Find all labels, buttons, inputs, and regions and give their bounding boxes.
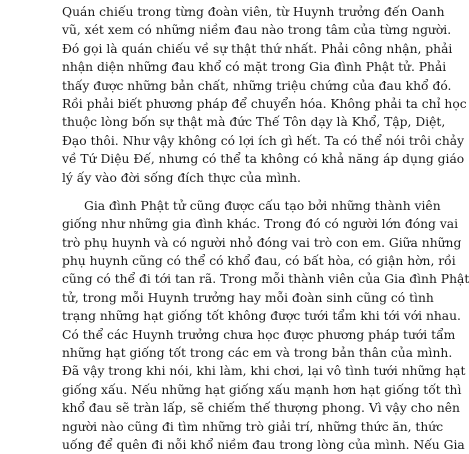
body-text [62,3,469,454]
paragraph-2 [62,197,469,454]
text-line: Đó gọi là quán chiếu về sự thật thứ nhất. Phải công nhận, phải [62,41,453,56]
text-line: về Tứ Diệu Đế, nhưng có thể ta không có khả năng áp dụng giáo [62,152,465,167]
text-line: phụ huynh cũng có thể có khổ đau, có bất hòa, có giận hờn, rồi [62,254,456,269]
text-line: trò phụ huynh và có người nhỏ đóng vai trò con em. Giữa những [62,235,462,250]
text-line: thấy được những bản chất, những triệu chứng của đau khổ đó. [62,78,452,93]
text-line: cũng có thể đi tới tan rã. Trong mỗi thành viên của Gia đình Phật [62,272,469,287]
paragraph-gap [62,187,394,197]
text-line: Có thể các Huynh trưởng chưa học được phương pháp tưới tẩm [62,327,456,342]
text-line: những hạt giống tốt trong các em và trong bản thân của mình. [62,346,453,361]
paragraph-1 [62,3,467,187]
text-line: Rồi phải biết phương pháp để chuyển hóa. Không phải ta chỉ học [62,96,467,111]
text-line-last: lý ấy vào đời sống đích thực của mình. [62,170,301,185]
text-line: Đã vậy trong khi nói, khi làm, khi chơi, lại vô tình tưới những hạt [62,364,466,379]
text-line: thuộc lòng bốn sự thật mà đức Thế Tôn dạy là Khổ, Tập, Diệt, [62,115,446,130]
text-line: nhận diện những đau khổ có mặt trong Gia đình Phật tử. Phải [62,60,447,75]
text-line: tử, trong mỗi Huynh trưởng hay mỗi đoàn sinh cũng có tình [62,290,434,305]
text-line: uống để quên đi nỗi khổ niềm đau trong lòng của mình. Nếu Gia [62,437,465,452]
text-line: giống như những gia đình khác. Trong đó có người lớn đóng vai [62,217,459,232]
text-line: vũ, xét xem có những niềm đau nào trong tâm của từng người. [62,23,452,38]
text-line: Đạo thôi. Như vậy không có lợi ích gì hết. Ta có thể nói trôi chảy [62,133,465,148]
text-line: khổ đau sẽ tràn lấp, sẽ chiếm thế thượng phong. Vì vậy cho nên [62,401,460,416]
text-line: Quán chiếu trong từng đoàn viên, từ Huynh trưởng đến Oanh [62,5,445,19]
text-line-indented: Gia đình Phật tử cũng được cấu tạo bởi những thành viên [84,198,441,213]
text-line: giống xấu. Nếu những hạt giống xấu mạnh hơn hạt giống tốt thì [62,382,462,397]
text-line: người nào cũng đi tìm những trò giải trí, những thức ăn, thức [62,419,444,434]
text-line: trạng những hạt giống tốt không được tưới tẩm khi tới với nhau. [62,309,461,324]
